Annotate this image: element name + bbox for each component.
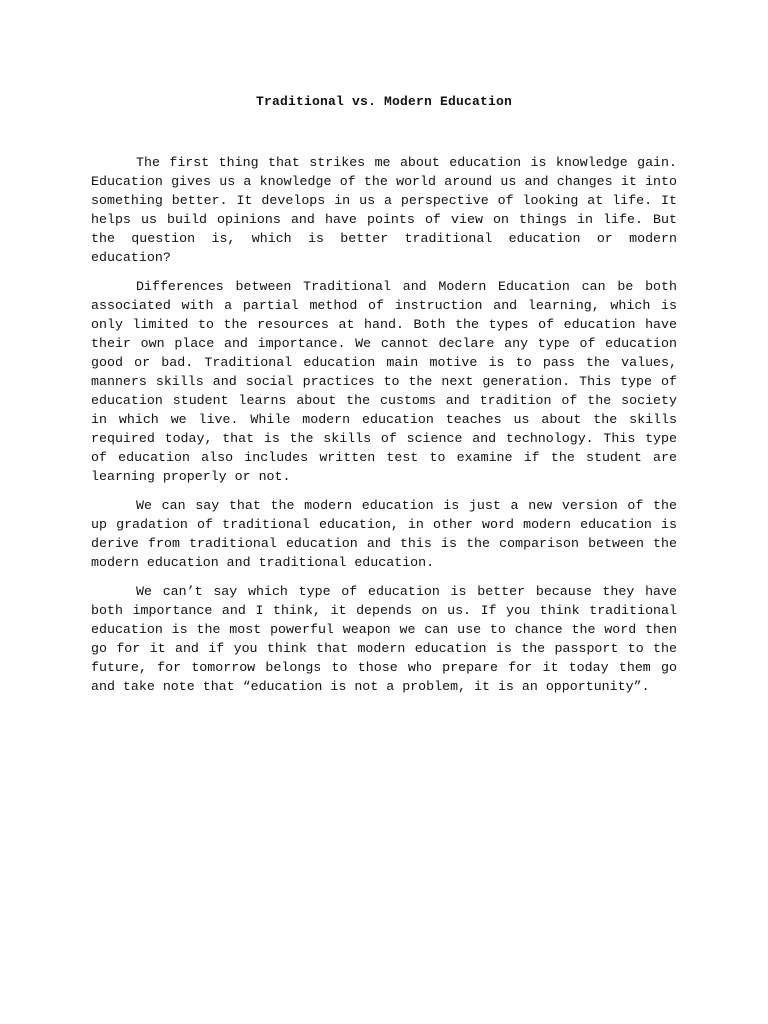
paragraph-1: The first thing that strikes me about education is knowledge gain. Education gives us a knowledge of the world around us and changes it into something better. It develops in us a perspective of looking at life. It helps us build opinions and have points of view on things in life. But the question is, which is better traditional education or modern education? bbox=[91, 155, 677, 265]
document-body bbox=[91, 153, 677, 696]
document-title: Traditional vs. Modern Education bbox=[255, 94, 513, 109]
paragraph-2: Differences between Traditional and Modern Education can be both associated with a partial method of instruction and learning, which is only limited to the resources at hand. Both the types of education have their own place and importance. We cannot declare any type of education good or bad. Traditional education main motive is to pass the values, manners skills and social practices to the next generation. This type of education student learns about the customs and tradition of the society in which we live. While modern education teaches us about the skills required today, that is the skills of science and technology. This type of education also includes written test to examine if the student are learning properly or not. bbox=[91, 279, 677, 484]
paragraph-4: We can’t say which type of education is better because they have both importance and I think, it depends on us. If you think traditional education is the most powerful weapon we can use to chance the word then go for it and if you think that modern education is the passport to the future, for tomorrow belongs to those who prepare for it today them go and take note that “education is not a problem, it is an opportunity”. bbox=[91, 584, 677, 694]
paragraph-3: We can say that the modern education is just a new version of the up gradation of traditional education, in other word modern education is derive from traditional education and this is the comparison between the modern education and traditional education. bbox=[91, 498, 677, 570]
